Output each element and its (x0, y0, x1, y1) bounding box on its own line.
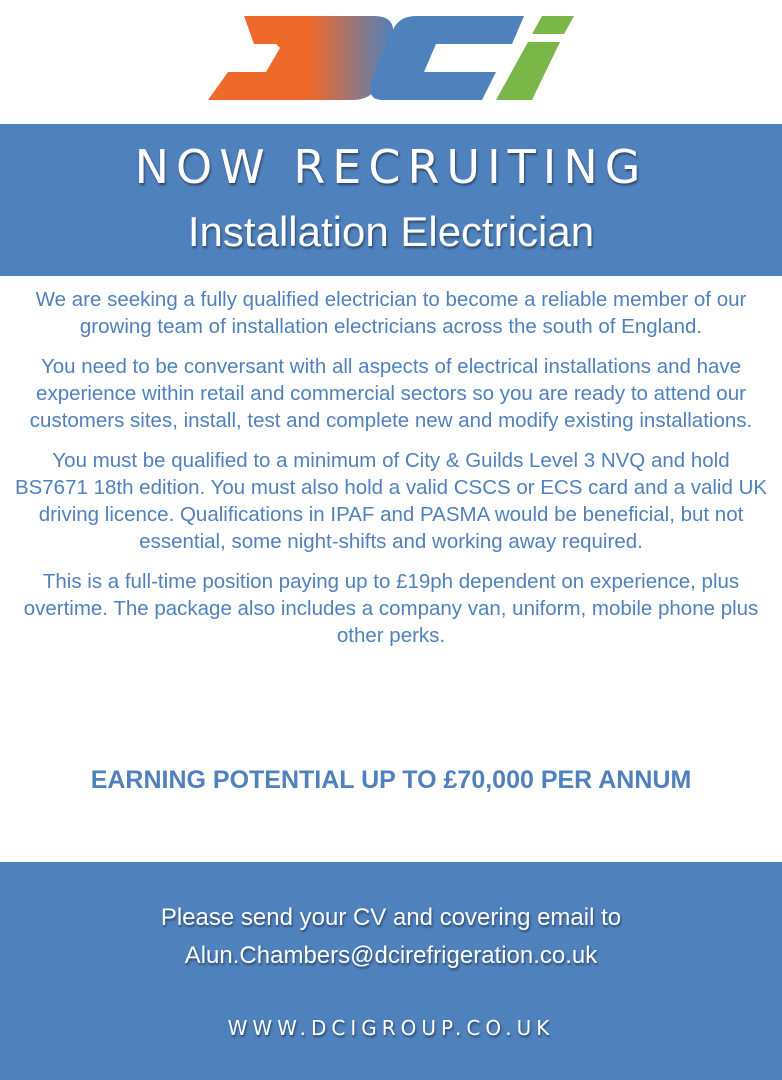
dci-logo (206, 14, 576, 104)
earning-potential: EARNING POTENTIAL UP TO £70,000 PER ANNUM (90, 766, 692, 794)
paragraph-qualifications: You must be qualified to a minimum of City & Guilds Level 3 NVQ and hold BS7671 18th edition. You must also hold a valid CSCS or ECS card and a valid UK driving licence. Qualifications in IPAF and PASMA would be beneficial, but not essential, some night-shifts and working away required. (14, 449, 768, 553)
headline: NOW RECRUITING (134, 140, 648, 194)
recruiting-banner (0, 124, 782, 276)
contact-instruction: Please send your CV and covering email to (160, 904, 622, 931)
logo-letter-i-dot (532, 16, 574, 34)
paragraph-package: This is a full-time position paying up to £19ph dependent on experience, plus overtime. The package also includes a company van, uniform, mobile phone plus other perks. (23, 570, 759, 647)
job-description (14, 286, 768, 662)
paragraph-intro: We are seeking a fully qualified electrician to become a reliable member of our growing team of installation electricians across the south of England. (35, 288, 747, 338)
contact-footer (0, 862, 782, 1080)
paragraph-experience: You need to be conversant with all aspects of electrical installations and have experience within retail and commercial sectors so you are ready to attend our customers sites, install, test and complete new and modify existing installations. (29, 355, 753, 432)
contact-email[interactable]: Alun.Chambers@dcirefrigeration.co.uk (184, 942, 598, 969)
job-title: Installation Electrician (187, 208, 595, 255)
website-link[interactable]: WWW.DCIGROUP.CO.UK (227, 1016, 555, 1040)
logo-area (0, 0, 782, 124)
logo-letter-c (370, 16, 524, 100)
logo-letter-i (496, 42, 560, 100)
logo-letter-d (208, 16, 393, 100)
